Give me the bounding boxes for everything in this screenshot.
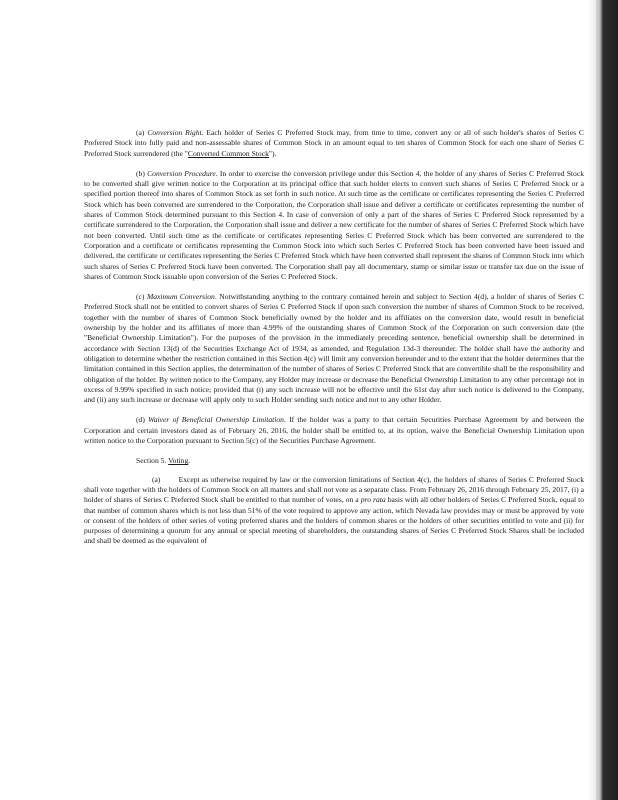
paragraph-maximum-conversion bbox=[84, 292, 584, 405]
section-5-heading bbox=[84, 456, 584, 466]
paragraph-conversion-procedure bbox=[84, 169, 584, 282]
paragraph-waiver bbox=[84, 415, 584, 446]
section-prefix: Section 5. bbox=[136, 456, 169, 466]
section-suffix: . bbox=[188, 456, 191, 466]
defined-term: Converted Common Stock bbox=[187, 148, 269, 158]
paragraph-label: (b) bbox=[136, 168, 145, 178]
paragraph-label: (a) bbox=[152, 474, 161, 484]
paragraph-body: . In order to exercise the conversion privilege under this Section 4, the holder of any shares of Series C Preferred Stock to be converted shall give written notice to the Corporation at its principal office that such holder elects to convert such shares of Series C Preferred Stock or a specified portion thereof into shares of Common Stock as set forth in such notice. At such time as the certificate or certificates representing the Series C Preferred Stock which has been converted are surrendered to the Corporation, the Corporation shall issue and deliver a certificate or certificates representing the number of shares of Common Stock determined pursuant to this Section 4. In case of conversion of only a part of the shares of Series C Preferred Stock represented by a certificate surrendered to the Corporation, the Corporation shall issue and deliver a new certificate for the number of shares of Series C Preferred Stock which have not been converted. Until such time as the certificate or certificates representing Series C Preferred Stock which has been converted are surrendered to the Corporation and a certificate or certificates representing the Common Stock into which such Series C Preferred Stock has been converted have been issued and delivered, the certificate or certificates representing the Series C Preferred Stock which have been converted shall represent the shares of Common Stock into which such shares of Series C Preferred Stock have been converted. The Corporation shall pay all documentary, stamp or similar issue or transfer tax due on the issue of shares of Common Stock issuable upon conversion of the Series C Preferred Stock. bbox=[84, 168, 584, 281]
paragraph-label: (c) bbox=[136, 292, 145, 302]
paragraph-conversion-right bbox=[84, 128, 584, 159]
paragraph-title: Conversion Procedure bbox=[147, 168, 216, 178]
paragraph-body: Except as otherwise required by law or the conversion limitations of Section 4(c), the holders of shares of Series C Preferred Stock shall vote together with the holders of Common Stock on all matters and shall not vote as a separate class. From February 26, 2016 through February 25, 2017, (i) a holder of shares of Series C Preferred Stock shall be entitled to that number of votes, on a bbox=[84, 474, 585, 505]
paragraph-body: . Notwithstanding anything to the contrary contained herein and subject to Section 4(d), a holder of shares of Series C Preferred Stock shall not be entitled to convert shares of Series C Preferred Stock if upon such conversion the number of shares of Common Stock to be received, together with the number of shares of Common Stock beneficially owned by the holder and its affiliates on the conversion date, would result in beneficial ownership by the holder and its affiliates of more than 4.99% of the outstanding shares of Common Stock of the Corporation on such conversion date (the "Beneficial Ownership Limitation"). For the purposes of the provision in the immediately preceding sentence, beneficial ownership shall be determined in accordance with Section 13(d) of the Securities Exchange Act of 1934, as amended, and Regulation 13d-3 thereunder. The holder shall have the authority and obligation to determine whether the restriction contained in this Section 4(c) will limit any conversion hereunder and to the extent that the holder determines that the limitation contained in this Section applies, the determination of the number of shares of Series C Preferred Stock that are convertible shall be the responsibility and obligation of the holder. By written notice to the Company, any Holder may increase or decrease the Beneficial Ownership Limitation to any other percentage not in excess of 9.99% specified in such notice; provided that (i) any such increase will not be effective until the 61st day after such notice is delivered to the Company, and (ii) any such increase or decrease will apply only to such Holder sending such notice and not to any other Holder. bbox=[84, 292, 584, 405]
document-page bbox=[84, 128, 584, 557]
paragraph-label: (a) bbox=[136, 128, 145, 137]
section-title: Voting bbox=[168, 456, 189, 466]
paragraph-label: (d) bbox=[136, 415, 145, 425]
paragraph-title: Waiver of Beneficial Ownership Limitation bbox=[148, 415, 284, 425]
paragraph-title: Conversion Right bbox=[147, 128, 202, 137]
paragraph-body-continued: basis with all other holders of Series C Preferred Stock, equal to that number of common shares which is not less than 51% of the vote required to approve any action, which Nevada law provides may or must be approved by vote or consent of the holders of other series of voting preferred shares and the holders of common shares or the holders of other securities entitled to vote and (ii) for purposes of determining a quorum for any annual or special meeting of shareholders, the outstanding shares of Series C Preferred Stock Shares shall be included and shall be deemed as the equivalent of bbox=[84, 495, 585, 546]
paragraph-tail: "). bbox=[268, 148, 277, 158]
scan-edge-shadow bbox=[588, 0, 596, 800]
scan-border bbox=[596, 0, 618, 800]
paragraph-title: Maximum Conversion bbox=[146, 292, 215, 302]
pro-rata-term: pro rata bbox=[360, 495, 386, 505]
paragraph-body: . If the holder was a party to that certain Securities Purchase Agreement by and between the Corporation and certain investors dated as of February 26, 2016, the holder shall be entitled to, at its option, waive the Beneficial Ownership Limitation upon written notice to the Corporation pursuant to Section 5(c) of the Securities Purchase Agreement. bbox=[84, 415, 584, 446]
paragraph-voting-a bbox=[84, 475, 584, 547]
paragraph-body: . Each holder of Series C Preferred Stock may, from time to time, convert any or all of such holder's shares of Series C Preferred Stock into fully paid and non-assessable shares of Common Stock in an amount equal to ten shares of Common Stock for each one share of Series C Preferred Stock surrendered (the " bbox=[84, 128, 584, 158]
